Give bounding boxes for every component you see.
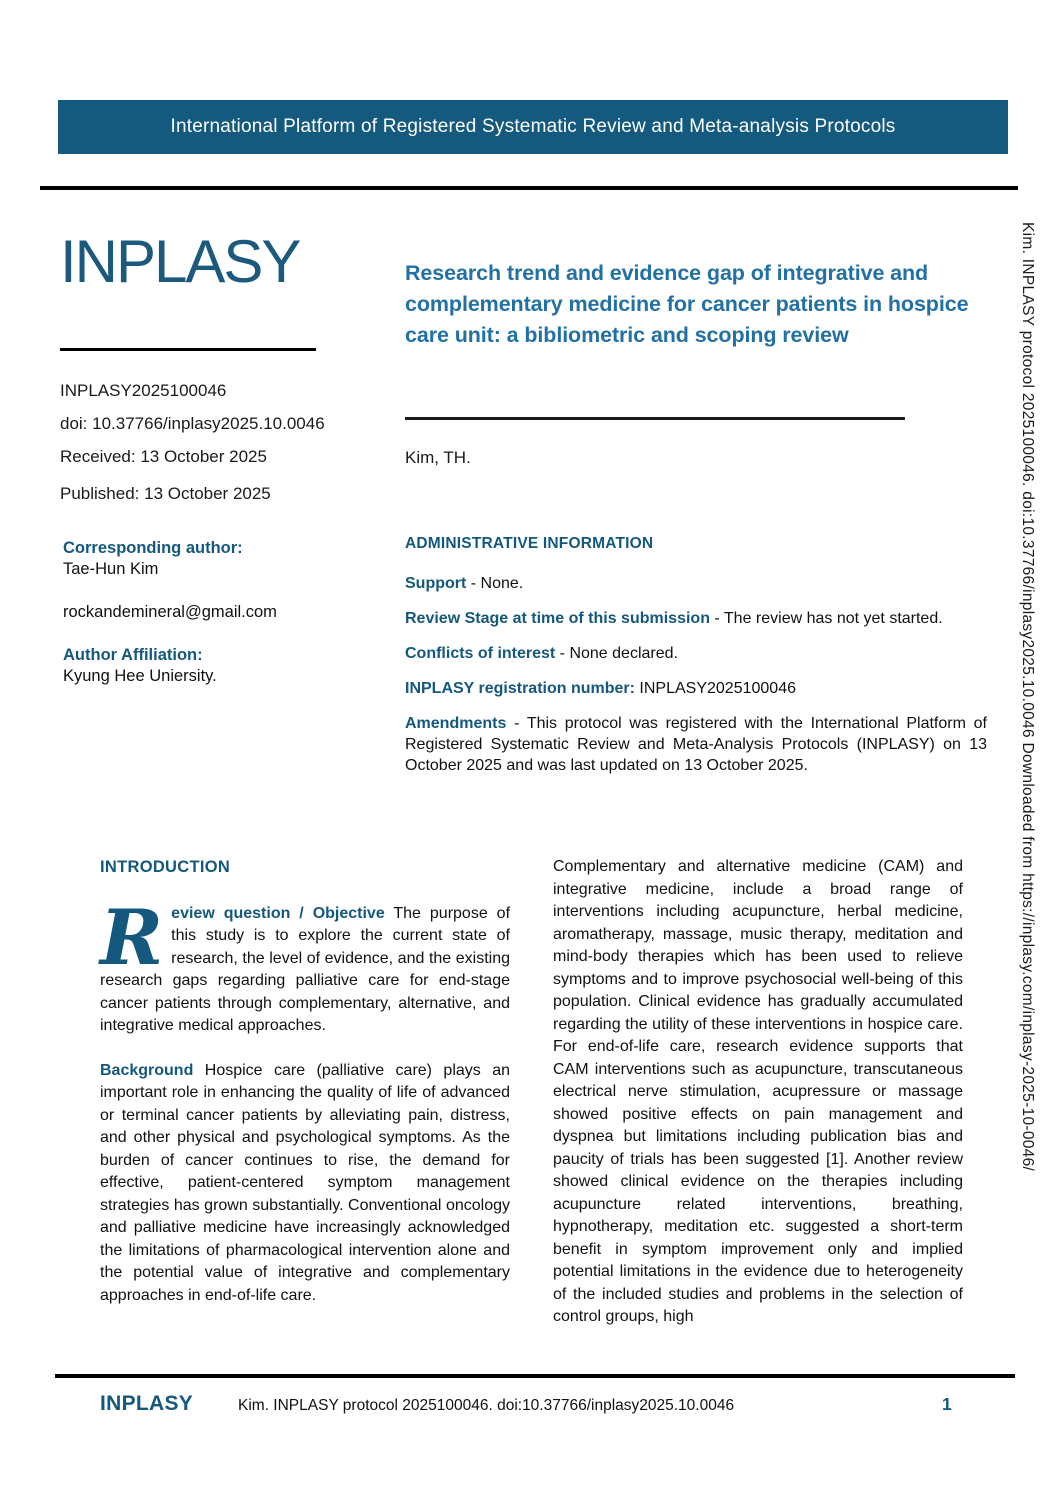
amendments-value: - This protocol was registered with the International Platform of Registered Systematic Review and Meta-Analysis Protocols (INPLASY) on 13 October 2025 and was last updated on 13 October 2025. xyxy=(405,715,987,774)
footer-citation: Kim. INPLASY protocol 2025100046. doi:10.37766/inplasy2025.10.0046 xyxy=(238,1397,735,1414)
dropcap-letter: R xyxy=(100,892,164,982)
administrative-information xyxy=(405,533,987,776)
review-stage-label: Review Stage at time of this submission xyxy=(405,610,710,627)
amendments-label: Amendments xyxy=(405,715,507,732)
body-column-left xyxy=(100,856,510,1329)
masthead-right xyxy=(405,258,987,468)
corresponding-author-email: rockandemineral@gmail.com xyxy=(63,603,277,621)
introduction-continuation: Complementary and alternative medicine (CAM) and integrative medicine, include a broad range of interventions including acupuncture, herbal medicine, aromatherapy, massage, music therapy, meditation and mind-body therapies which has been used to relieve symptoms and to improve psychosocial well-being of this population. Clinical evidence has gradually accumulated regarding the utility of these interventions in hospice care. For end-of-life care, research evidence supports that CAM interventions such as acupuncture, transcutaneous electrical nerve stimulation, acupressure or massage showed positive effects on pain management and dyspnea but limitations including publication bias and paucity of trials has been suggested [1]. Another review showed clinical evidence on the therapies including acupuncture related interventions, breathing, hypnotherapy, meditation etc. suggested a short-term benefit in symptom improvement only and implied potential limitations in the evidence due to heterogeneity of the included studies and problems in the selection of control groups, high xyxy=(553,858,963,1325)
admin-row-conflicts xyxy=(405,643,987,664)
footer-logo: INPLASY xyxy=(100,1392,194,1415)
affiliation-label: Author Affiliation: xyxy=(63,646,203,664)
vertical-citation-sidebar: Kim. INPLASY protocol 2025100046. doi:10.37766/inplasy2025.10.0046 Downloaded from https://inplasy.com/inplasy-2025-10-0046/ xyxy=(1019,222,1036,1172)
background-label: Background xyxy=(100,1061,194,1079)
admin-row-amendments xyxy=(405,713,987,776)
masthead-left xyxy=(60,228,390,503)
corresponding-author-label: Corresponding author: xyxy=(63,539,243,557)
published-date: Published: 13 October 2025 xyxy=(60,484,271,503)
review-question-paragraph xyxy=(100,892,511,1038)
introduction-heading: INTRODUCTION xyxy=(100,858,231,876)
author-line: Kim, TH. xyxy=(405,448,471,467)
review-question-label: eview question / Objective xyxy=(171,904,385,922)
page-number: 1 xyxy=(942,1394,952,1414)
corresponding-author-name: Tae-Hun Kim xyxy=(63,560,159,578)
document-title: Research trend and evidence gap of integrative and complementary medicine for cancer patients in hospice care unit: a bibliometric and scoping review xyxy=(405,261,969,347)
header-banner xyxy=(58,100,1008,154)
registration-number-label: INPLASY registration number: xyxy=(405,680,635,697)
admin-row-review-stage xyxy=(405,608,987,629)
conflicts-value: - None declared. xyxy=(555,645,678,662)
contact-block xyxy=(63,538,393,687)
title-divider xyxy=(405,417,905,420)
admin-row-registration xyxy=(405,678,987,699)
body-column-right xyxy=(553,856,963,1329)
review-question-text: The purpose of this study is to explore the current state of research, the level of evidence, and the existing research gaps regarding palliative care for end-stage cancer patients through complementary, alternative, and integrative medical approaches. xyxy=(100,904,511,1034)
review-stage-value: - The review has not yet started. xyxy=(709,610,943,627)
footer-divider xyxy=(55,1374,1015,1378)
top-divider xyxy=(40,186,1018,190)
support-value: - None. xyxy=(466,575,524,592)
admin-row-support xyxy=(405,573,987,594)
body-columns xyxy=(100,856,963,1329)
logo-divider xyxy=(60,348,316,351)
background-text: Hospice care (palliative care) plays an important role in enhancing the quality of life of advanced or terminal cancer patients by alleviating pain, distress, and other physical and psychological symptoms. As the burden of cancer continues to rise, the demand for effective, patient-centered symptom management strategies has grown substantially. Conventional oncology and palliative medicine have increasingly acknowledged the limitations of pharmacological intervention alone and the potential value of integrative and complementary approaches in end-of-life care. xyxy=(100,1061,510,1304)
admin-heading: ADMINISTRATIVE INFORMATION xyxy=(405,535,654,552)
inplasy-logo: INPLASY xyxy=(60,228,300,295)
registration-number-value: INPLASY2025100046 xyxy=(634,680,796,697)
background-paragraph xyxy=(100,1060,510,1308)
registration-id: INPLASY2025100046 xyxy=(60,381,227,400)
affiliation-value: Kyung Hee Uniersity. xyxy=(63,667,217,685)
header-banner-text: International Platform of Registered Systematic Review and Meta-analysis Protocols xyxy=(170,116,896,137)
doi-line: doi: 10.37766/inplasy2025.10.0046 xyxy=(60,414,325,433)
conflicts-label: Conflicts of interest xyxy=(405,645,556,662)
received-date: Received: 13 October 2025 xyxy=(60,447,267,466)
support-label: Support xyxy=(405,575,467,592)
